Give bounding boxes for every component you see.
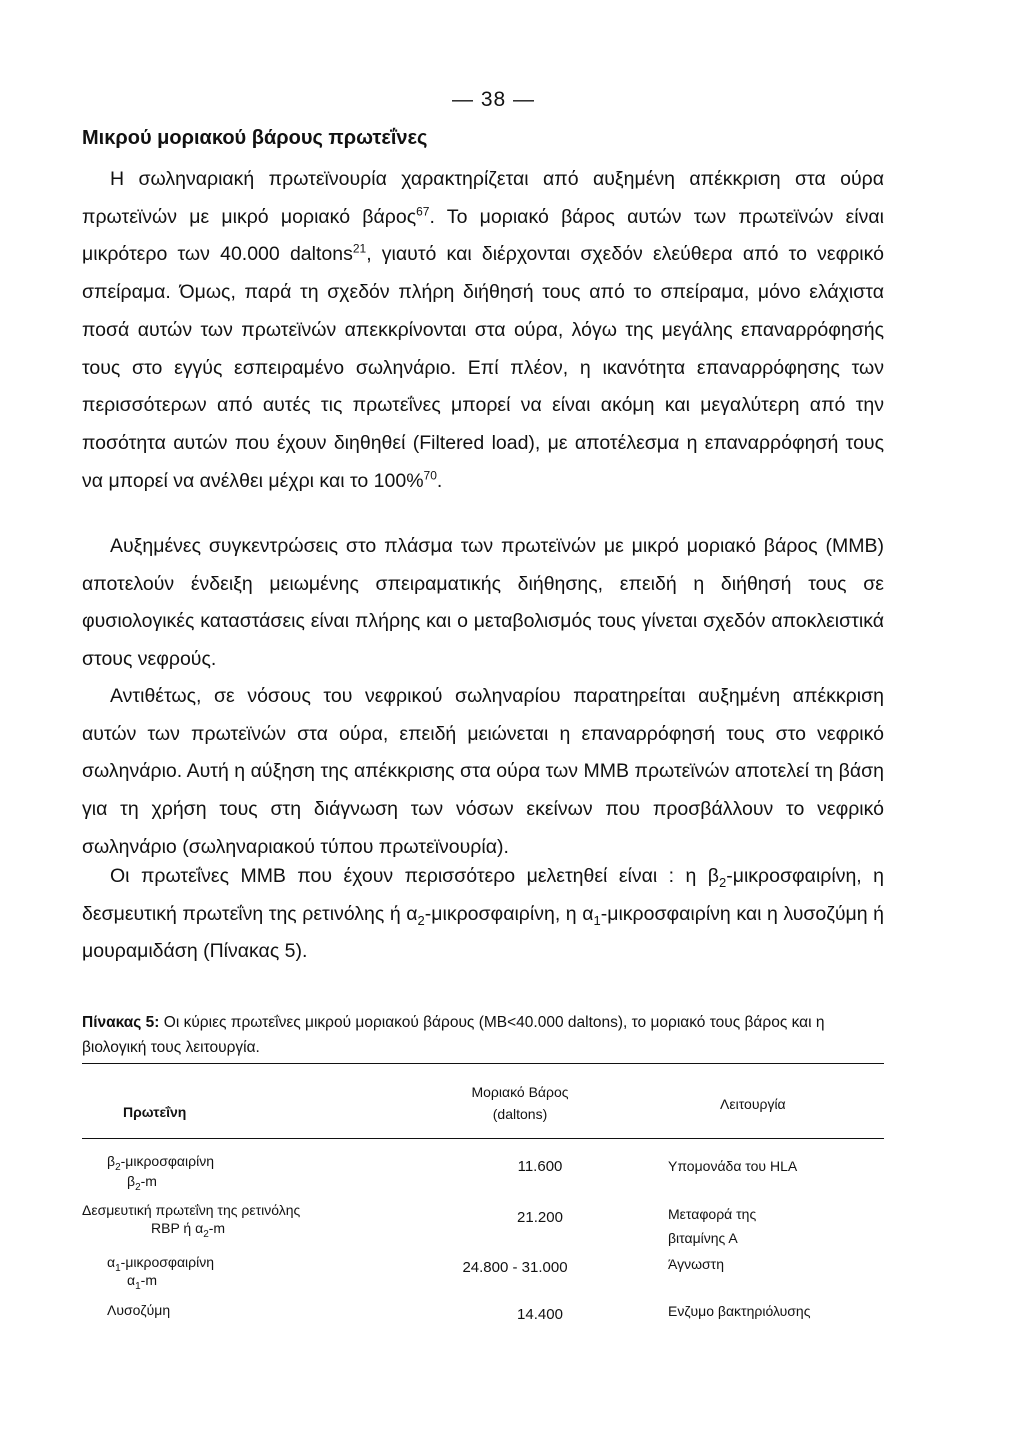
citation-ref: 21 — [352, 241, 367, 256]
table-row-4-function: Ενζυμο βακτηριόλυσης — [668, 1303, 811, 1319]
table-row-2-function-line2: βιταμίνης Α — [668, 1230, 738, 1246]
table-row-1-name — [107, 1152, 214, 1173]
cell-text: β — [107, 1153, 116, 1169]
paragraph-text: Η σωληναριακή πρωτεϊνουρία χαρακτηρίζεται από αυξημένη απέκκριση στα ούρα πρωτεϊνών με μικρό μοριακό βάρος — [82, 168, 884, 228]
page-number: — 38 — — [452, 88, 536, 111]
cell-text: -μικροσφαιρίνη — [120, 1254, 215, 1270]
paragraph-2: Αυξημένες συγκεντρώσεις στο πλάσμα των πρωτεϊνών με μικρό μοριακό βάρος (ΜΜΒ) αποτελούν ένδειξη μειωμένης σπειραματικής διήθησης, επειδή η διήθησή τους σε φυσιολογικές καταστάσεις είναι πλήρης και ο μεταβολισμός τους γίνεται σχεδόν αποκλειστικά στους νεφρούς. — [82, 535, 884, 671]
paragraph-text: -μικροσφαιρίνη, η α — [424, 902, 594, 925]
header-mw-line1: Μοριακό Βάρος — [471, 1084, 569, 1100]
paragraph-text: . Το μοριακό βάρος αυτών των πρωτεϊνών είναι μικρότερο των 40.000 daltons — [82, 205, 884, 266]
cell-text: -m — [208, 1220, 226, 1236]
subscript: 1 — [135, 1280, 141, 1292]
table-row-1-abbr — [127, 1172, 157, 1193]
subscript: 1 — [115, 1262, 121, 1274]
table-row-2-name: Δεσμευτική πρωτεΐνη της ρετινόλης — [82, 1202, 301, 1218]
subscript: 2 — [115, 1161, 121, 1173]
paragraph-text: , γιαυτό και διέρχονται σχεδόν ελεύθερα από το νεφρικό σπείραμα. Όμως, παρά τη σχεδόν πλήρη διήθησή τους από το σπείραμα, μόνο ελάχιστα ποσά αυτών των πρωτεϊνών απεκκρίνονται στα ούρα, λόγω της μεγάλης επαναρρόφησής τους στο εγγύς εσπειραμένο σωληνάριο. Επί πλέον, η ικανότητα επαναρρόφησης των περισσότερων από αυτές τις πρωτεΐνες μπορεί να είναι ακόμη και μεγαλύτερη από την ποσότητα αυτών που έχουν διηθηθεί (Filtered load), με αποτέλεσμα η επαναρρόφησή τους να μπορεί να ανέλθει μέχρι και το 100% — [82, 243, 884, 492]
table-row-4-name: Λυσοζύμη — [107, 1302, 171, 1318]
table-row-3-name — [107, 1253, 215, 1274]
header-function: Λειτουργία — [720, 1096, 786, 1112]
paragraph-text: . — [436, 469, 443, 492]
table-row-2-mw: 21.200 — [517, 1209, 563, 1226]
cell-text: α — [127, 1272, 136, 1288]
cell-text: β — [127, 1173, 136, 1189]
paragraph-4 — [82, 858, 884, 971]
cell-text: α — [107, 1254, 116, 1270]
header-protein: Πρωτεΐνη — [123, 1104, 187, 1120]
table-row-2-abbr — [151, 1219, 226, 1240]
table-row-3-mw: 24.800 - 31.000 — [462, 1259, 568, 1276]
paragraph-3: Αντιθέτως, σε νόσους του νεφρικού σωληναρίου παρατηρείται αυξημένη απέκκριση αυτών των πρωτεϊνών στα ούρα, επειδή μειώνεται η επαναρρόφησή τους στο νεφρικό σωληνάριο. Αυτή η αύξηση της απέκκρισης στα ούρα των ΜΜΒ πρωτεϊνών αποτελεί τη βάση για τη χρήση τους στη διάγνωση των νόσων εκείνων που προσβάλλουν το νεφρικό σωληνάριο (σωληναριακού τύπου πρωτεϊνουρία). — [82, 685, 884, 858]
subscript: 2 — [719, 874, 727, 890]
cell-text: -m — [140, 1173, 157, 1189]
subscript: 1 — [593, 912, 601, 928]
cell-text: -m — [140, 1272, 157, 1288]
table-header-rule — [82, 1138, 884, 1139]
subscript: 2 — [203, 1228, 209, 1240]
table-row-1-mw: 11.600 — [517, 1158, 563, 1175]
table-row-1-function: Υπομονάδα του HLA — [668, 1158, 798, 1174]
table-caption — [82, 1010, 884, 1060]
table-caption-text: Οι κύριες πρωτεΐνες μικρού μοριακού βάρους (ΜΒ<40.000 daltons), το μοριακό τους βάρος και η βιολογική τους λειτουργία. — [82, 1014, 825, 1056]
table-row-3-abbr — [127, 1271, 157, 1292]
paragraph-1 — [82, 161, 884, 500]
cell-text: RBP ή α — [151, 1220, 204, 1236]
table-row-2-function-line1: Μεταφορά της — [668, 1206, 757, 1222]
citation-ref: 67 — [416, 204, 430, 219]
paragraph-text: -μικροσφαιρίνη, η δεσμευτική πρωτεΐνη της ρετινόλης ή α — [82, 865, 885, 925]
citation-ref: 70 — [423, 468, 437, 483]
section-heading: Μικρού μοριακού βάρους πρωτεΐνες — [82, 127, 428, 149]
subscript: 2 — [417, 912, 425, 928]
paragraph-text: Οι πρωτεΐνες ΜΜΒ που έχουν περισσότερο μελετηθεί είναι : η β — [110, 865, 720, 887]
header-mw-line2: (daltons) — [492, 1106, 548, 1122]
table-caption-label: Πίνακας 5: — [82, 1014, 160, 1031]
table-top-rule — [82, 1063, 884, 1064]
paragraph-text: -μικροσφαιρίνη και η λυσοζύμη ή μουραμιδάση (Πίνακας 5). — [82, 902, 884, 963]
header-molecular-weight — [440, 1083, 600, 1123]
table-row-3-function: Άγνωστη — [668, 1256, 724, 1272]
subscript: 2 — [135, 1181, 141, 1193]
table-row-4-mw: 14.400 — [517, 1306, 563, 1323]
cell-text: -μικροσφαιρίνη — [120, 1153, 214, 1169]
